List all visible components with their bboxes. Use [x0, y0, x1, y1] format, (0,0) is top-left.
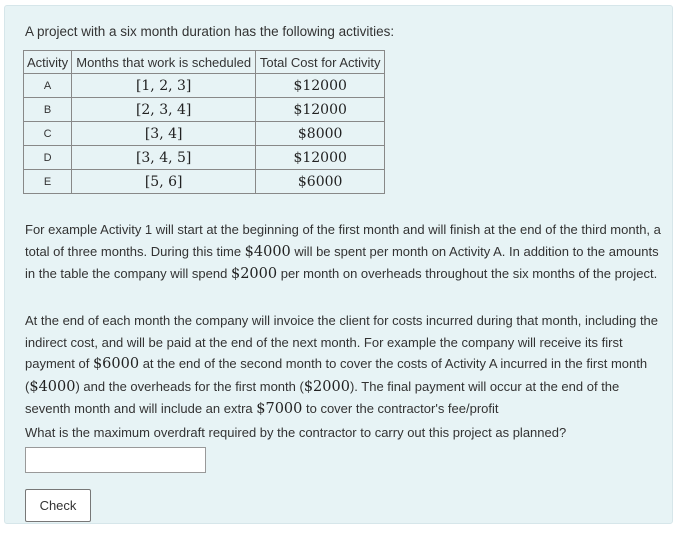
para-text: will be spent per month on Activity A. In addition to the amounts in the table the company will spend — [25, 243, 659, 281]
para-text: per month on overheads throughout the six months of the project. — [277, 266, 658, 281]
para-text: at the end of the second month to cover the costs of Activity A incurred in the first month ( — [25, 356, 648, 394]
header-activity: Activity — [24, 51, 72, 74]
para-text: For example Activity 1 will start at the beginning of the first month and will finish at the end of the third month, a total of three months. During this time — [25, 222, 661, 259]
months-cell: [3, 4, 5] — [72, 146, 256, 170]
cost-cell: $12000 — [256, 74, 385, 98]
months-cell: [1, 2, 3] — [72, 74, 256, 98]
activity-cell: D — [24, 146, 72, 170]
table-row — [24, 170, 385, 194]
header-total-cost: Total Cost for Activity — [256, 51, 385, 74]
cost-cell: $6000 — [256, 170, 385, 194]
question-intro: A project with a six month duration has the following activities: — [25, 24, 395, 39]
months-cell: [2, 3, 4] — [72, 98, 256, 122]
activities-table — [23, 50, 385, 194]
activity-cell: B — [24, 98, 72, 122]
math-amount: $6000 — [92, 356, 140, 372]
cost-cell: $8000 — [256, 122, 385, 146]
para-text: ) and the overheads for the first month ( — [75, 378, 304, 394]
question-prompt: What is the maximum overdraft required by the contractor to carry out this project as planned? — [25, 425, 567, 440]
math-amount: $7000 — [256, 401, 303, 417]
cost-cell: $12000 — [256, 98, 385, 122]
answer-input[interactable] — [25, 447, 206, 473]
activity-cell: C — [24, 122, 72, 146]
header-months: Months that work is scheduled — [72, 51, 256, 74]
activity-cell: E — [24, 170, 72, 194]
activity-cell: A — [24, 74, 72, 98]
para-text: At the end of each month the company will invoice the client for costs incurred during that month, including the indirect cost, and will be paid at the end of the next month. For example the company will receive its first payment of — [25, 313, 659, 371]
math-amount: $2000 — [303, 378, 350, 395]
months-cell: [5, 6] — [72, 170, 256, 194]
math-amount: $4000 — [244, 243, 291, 260]
para-text: to cover the contractor's fee/profit — [302, 401, 499, 416]
table-row — [24, 122, 385, 146]
question-panel — [4, 5, 673, 524]
table-row — [24, 98, 385, 122]
table-row — [24, 146, 385, 170]
math-amount: $2000 — [230, 266, 278, 282]
math-amount: $4000 — [29, 378, 76, 395]
example-paragraph — [25, 219, 667, 286]
months-cell: [3, 4] — [72, 122, 256, 146]
cost-cell: $12000 — [256, 146, 385, 170]
table-row — [24, 74, 385, 98]
invoice-paragraph — [25, 310, 667, 421]
para-text: ). The final payment will occur at the end of the seventh month and will include an extra — [25, 378, 620, 416]
table-header-row — [24, 51, 385, 74]
check-button[interactable]: Check — [25, 489, 91, 522]
